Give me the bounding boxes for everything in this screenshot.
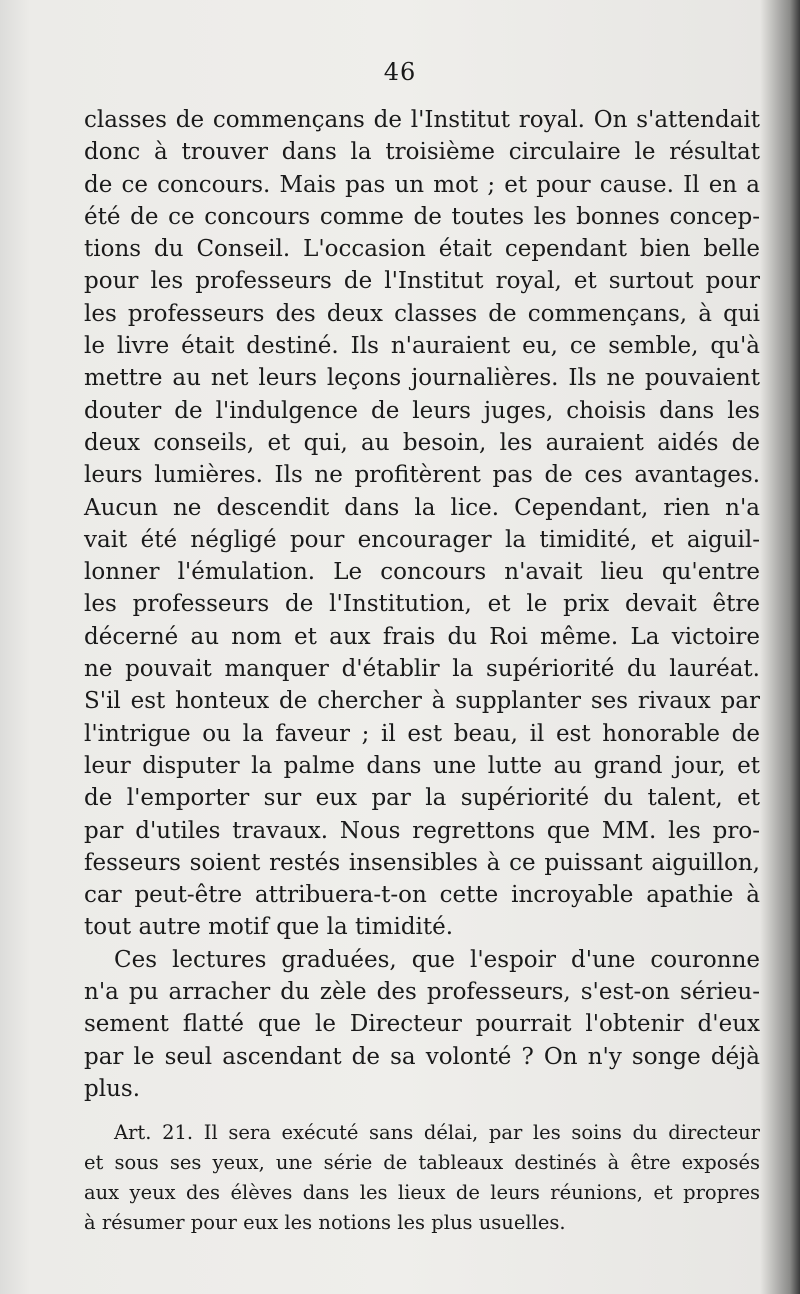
text-line: fesseurs soient restés insensibles à ce puissant aiguillon,: [84, 849, 760, 876]
text-line: leurs lumières. Ils ne profitèrent pas de ces avantages.: [84, 462, 760, 489]
text-line: lonner l'émulation. Le concours n'avait lieu qu'entre: [84, 559, 760, 586]
text-line: sement flatté que le Directeur pourrait l'obtenir d'eux: [84, 1011, 760, 1038]
text-line: leur disputer la palme dans une lutte au grand jour, et: [84, 752, 760, 779]
text-line: à résumer pour eux les notions les plus usuelles.: [84, 1211, 566, 1234]
text-line: décerné au nom et aux frais du Roi même. La victoire: [84, 623, 760, 650]
text-line: donc à trouver dans la troisième circulaire le résultat: [84, 139, 760, 166]
text-line: car peut-être attribuera-t-on cette incroyable apathie à: [84, 882, 760, 909]
text-line: n'a pu arracher du zèle des professeurs, s'est-on sérieu-: [84, 979, 760, 1006]
text-line: mettre au net leurs leçons journalières. Ils ne pouvaient: [84, 365, 760, 392]
text-line: tions du Conseil. L'occasion était cependant bien belle: [84, 236, 760, 263]
text-line: classes de commençans de l'Institut royal. On s'attendait: [84, 107, 760, 133]
text-line: par d'utiles travaux. Nous regrettons que MM. les pro-: [84, 817, 760, 844]
text-line: plus.: [84, 1075, 141, 1102]
paragraph-2: [84, 944, 760, 1105]
main-text: [84, 104, 760, 1105]
text-line: pour les professeurs de l'Institut royal, et surtout pour: [84, 268, 760, 295]
text-line: Aucun ne descendit dans la lice. Cependant, rien n'a: [84, 494, 760, 521]
text-line: aux yeux des élèves dans les lieux de leurs réunions, et propres: [84, 1181, 760, 1204]
text-line: les professeurs de l'Institution, et le prix devait être: [84, 591, 760, 618]
text-line: les professeurs des deux classes de commençans, à qui: [84, 300, 760, 327]
text-line: par le seul ascendant de sa volonté ? On n'y songe déjà: [84, 1043, 760, 1070]
text-line: S'il est honteux de chercher à supplanter ses rivaux par: [84, 688, 760, 715]
text-line: Art. 21. Il sera exécuté sans délai, par les soins du directeur: [114, 1121, 760, 1144]
article-21: [84, 1118, 760, 1238]
text-line: de ce concours. Mais pas un mot ; et pour cause. Il en a: [84, 171, 760, 198]
text-line: tout autre motif que la timidité.: [84, 914, 454, 941]
text-line: douter de l'indulgence de leurs juges, choisis dans les: [84, 397, 760, 424]
text-line: été de ce concours comme de toutes les bonnes concep-: [84, 203, 760, 230]
text-line: le livre était destiné. Ils n'auraient eu, ce semble, qu'à: [84, 333, 760, 360]
text-line: et sous ses yeux, une série de tableaux destinés à être exposés: [84, 1151, 760, 1174]
paragraph-1: [84, 104, 760, 944]
text-line: de l'emporter sur eux par la supériorité du talent, et: [84, 785, 760, 812]
text-line: l'intrigue ou la faveur ; il est beau, il est honorable de: [84, 720, 760, 747]
text-line: Ces lectures graduées, que l'espoir d'une couronne: [114, 946, 760, 973]
page-number: 46: [383, 58, 417, 86]
text-line: vait été négligé pour encourager la timidité, et aiguil-: [84, 526, 760, 553]
text-line: ne pouvait manquer d'établir la supériorité du lauréat.: [84, 656, 760, 683]
text-line: deux conseils, et qui, au besoin, les auraient aidés de: [84, 429, 760, 456]
